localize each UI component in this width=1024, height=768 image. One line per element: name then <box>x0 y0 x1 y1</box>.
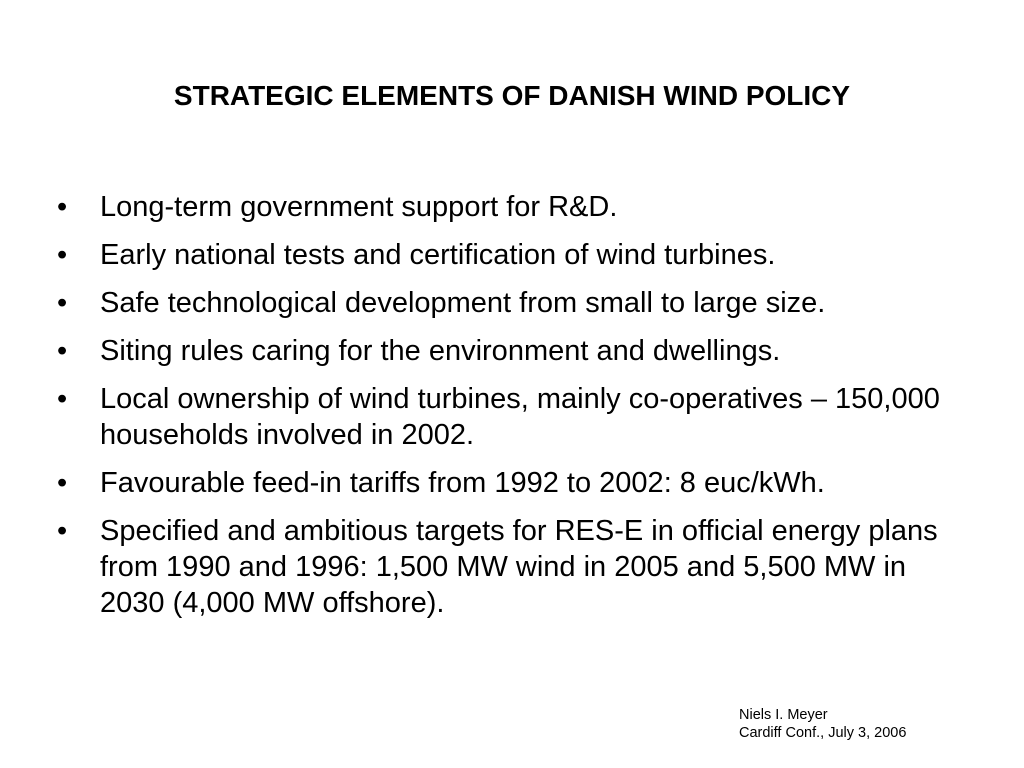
bullet-item-rnd-support <box>56 189 976 225</box>
footer-author: Niels I. Meyer <box>739 707 828 723</box>
bullet-item-feed-in-tariffs <box>56 465 976 501</box>
slide-footer <box>739 706 999 742</box>
bullet-text: Favourable feed-in tariffs from 1992 to 2002: 8 euc/kWh. <box>100 467 825 499</box>
bullet-text: Local ownership of wind turbines, mainly co-operatives – 150,000 households involved in 2002. <box>100 383 940 451</box>
bullet-item-res-targets <box>56 513 976 621</box>
bullet-icon: • <box>57 287 68 319</box>
bullet-text: Siting rules caring for the environment and dwellings. <box>100 335 781 367</box>
bullet-item-certification <box>56 237 976 273</box>
bullet-icon: • <box>57 515 68 547</box>
bullet-list <box>56 189 976 633</box>
bullet-text: Long-term government support for R&D. <box>100 191 618 223</box>
footer-event: Cardiff Conf., July 3, 2006 <box>739 725 907 741</box>
bullet-item-local-ownership <box>56 381 976 453</box>
bullet-icon: • <box>57 239 68 271</box>
bullet-item-siting-rules <box>56 333 976 369</box>
bullet-icon: • <box>57 383 68 415</box>
bullet-icon: • <box>57 191 68 223</box>
bullet-text: Safe technological development from small to large size. <box>100 287 826 319</box>
bullet-text: Early national tests and certification of wind turbines. <box>100 239 776 271</box>
bullet-icon: • <box>57 467 68 499</box>
bullet-icon: • <box>57 335 68 367</box>
bullet-text: Specified and ambitious targets for RES-E in official energy plans from 1990 and 1996: 1,500 MW wind in 2005 and 5,500 MW in 2030 (4,000 MW offshore). <box>100 515 938 619</box>
bullet-item-tech-development <box>56 285 976 321</box>
slide-title: STRATEGIC ELEMENTS OF DANISH WIND POLICY <box>173 80 851 111</box>
